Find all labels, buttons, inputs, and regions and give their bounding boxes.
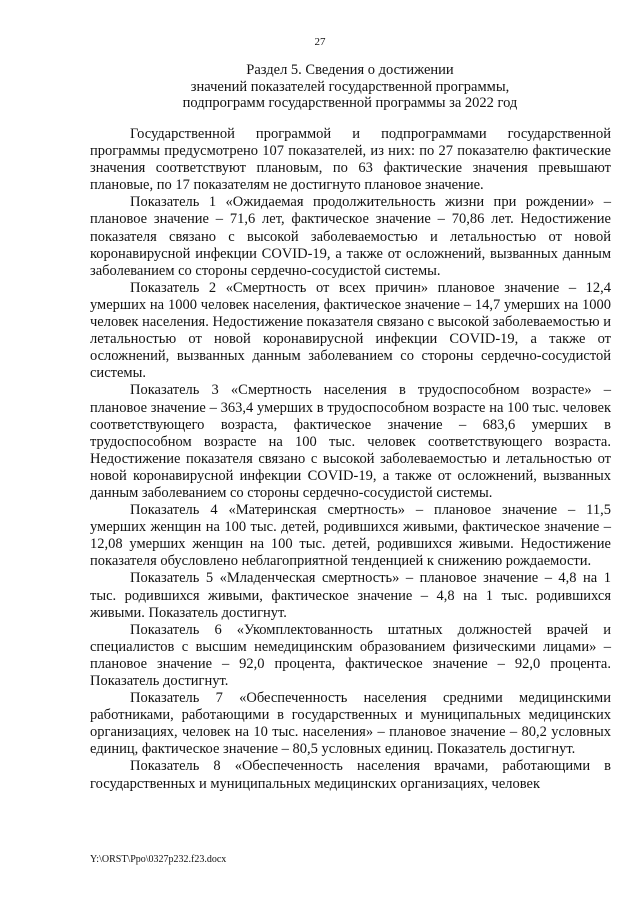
page-number: 27 xyxy=(314,36,326,48)
section-heading-line-3: подпрограмм государственной программы за 2022 год xyxy=(182,95,518,111)
paragraph-summary: Государственной программой и подпрограммами государственной программы предусмотрено 107 показателей, из них: по 27 показателю фактические значения соответствуют плановым, по 63 фактические значения превышают плановые, по 17 показателям не достигнуто плановое значение. xyxy=(90,126,611,194)
section-heading xyxy=(90,62,610,112)
paragraph-indicator-2: Показатель 2 «Смертность от всех причин» плановое значение – 12,4 умерших на 1000 человек населения, фактическое значение – 14,7 умерших на 1000 человек населения. Недостижение показателя связано с высокой заболеваемостью и летальностью от новой коронавирусной инфекции COVID-19, а также от осложнений, вызванных данным заболеванием со стороны сердечно-сосудистой системы. xyxy=(90,279,611,382)
section-heading-line-1: Раздел 5. Сведения о достижении xyxy=(246,62,454,78)
section-heading-line-2: значений показателей государственной программы, xyxy=(190,78,510,95)
paragraph-indicator-3: Показатель 3 «Смертность населения в трудоспособном возрасте» – плановое значение – 363,4 умерших в трудоспособном возрасте на 100 тыс. человек соответствующего возраста, фактическое значение – 683,6 умерших в трудоспособном возрасте на 100 тыс. человек соответствующего возраста. Недостижение показателя связано с высокой заболеваемостью и летальностью от новой коронавирусной инфекции COVID-19, а также от осложнений, вызванных данным заболеванием со стороны сердечно-сосудистой системы. xyxy=(90,382,611,501)
document-body xyxy=(90,126,611,793)
paragraph-indicator-8: Показатель 8 «Обеспеченность населения врачами, работающими в государственных и муниципальных медицинских организациях, человек xyxy=(90,758,611,792)
paragraph-indicator-4: Показатель 4 «Материнская смертность» – плановое значение – 11,5 умерших женщин на 100 тыс. детей, родившихся живыми, фактическое значение – 12,08 умерших женщин на 100 тыс. детей, родившихся живыми. Недостижение показателя обусловлено неблагоприятной тенденцией к снижению рождаемости. xyxy=(90,502,611,570)
footer-file-path: Y:\ORST\Ppo\0327p232.f23.docx xyxy=(90,854,227,865)
paragraph-indicator-7: Показатель 7 «Обеспеченность населения средними медицинскими работниками, работающими в государственных и муниципальных медицинских организациях, человек на 10 тыс. населения» – плановое значение – 80,2 условных единиц, фактическое значение – 80,5 условных единиц. Показатель достигнут. xyxy=(90,690,611,758)
paragraph-indicator-6: Показатель 6 «Укомплектованность штатных должностей врачей и специалистов с высшим немедицинским образованием физическими лицами» – плановое значение – 92,0 процента, фактическое значение – 92,0 процента. Показатель достигнут. xyxy=(90,621,611,689)
paragraph-indicator-1: Показатель 1 «Ожидаемая продолжительность жизни при рождении» – плановое значение – 71,6 лет, фактическое значение – 70,86 лет. Недостижение показателя связано с высокой заболеваемостью и летальностью от новой коронавирусной инфекции COVID-19, а также от осложнений, вызванных данным заболеванием со стороны сердечно-сосудистой системы. xyxy=(90,194,611,279)
paragraph-indicator-5: Показатель 5 «Младенческая смертность» – плановое значение – 4,8 на 1 тыс. родившихся живыми, фактическое значение – 4,8 на 1 тыс. родившихся живыми. Показатель достигнут. xyxy=(90,570,611,621)
